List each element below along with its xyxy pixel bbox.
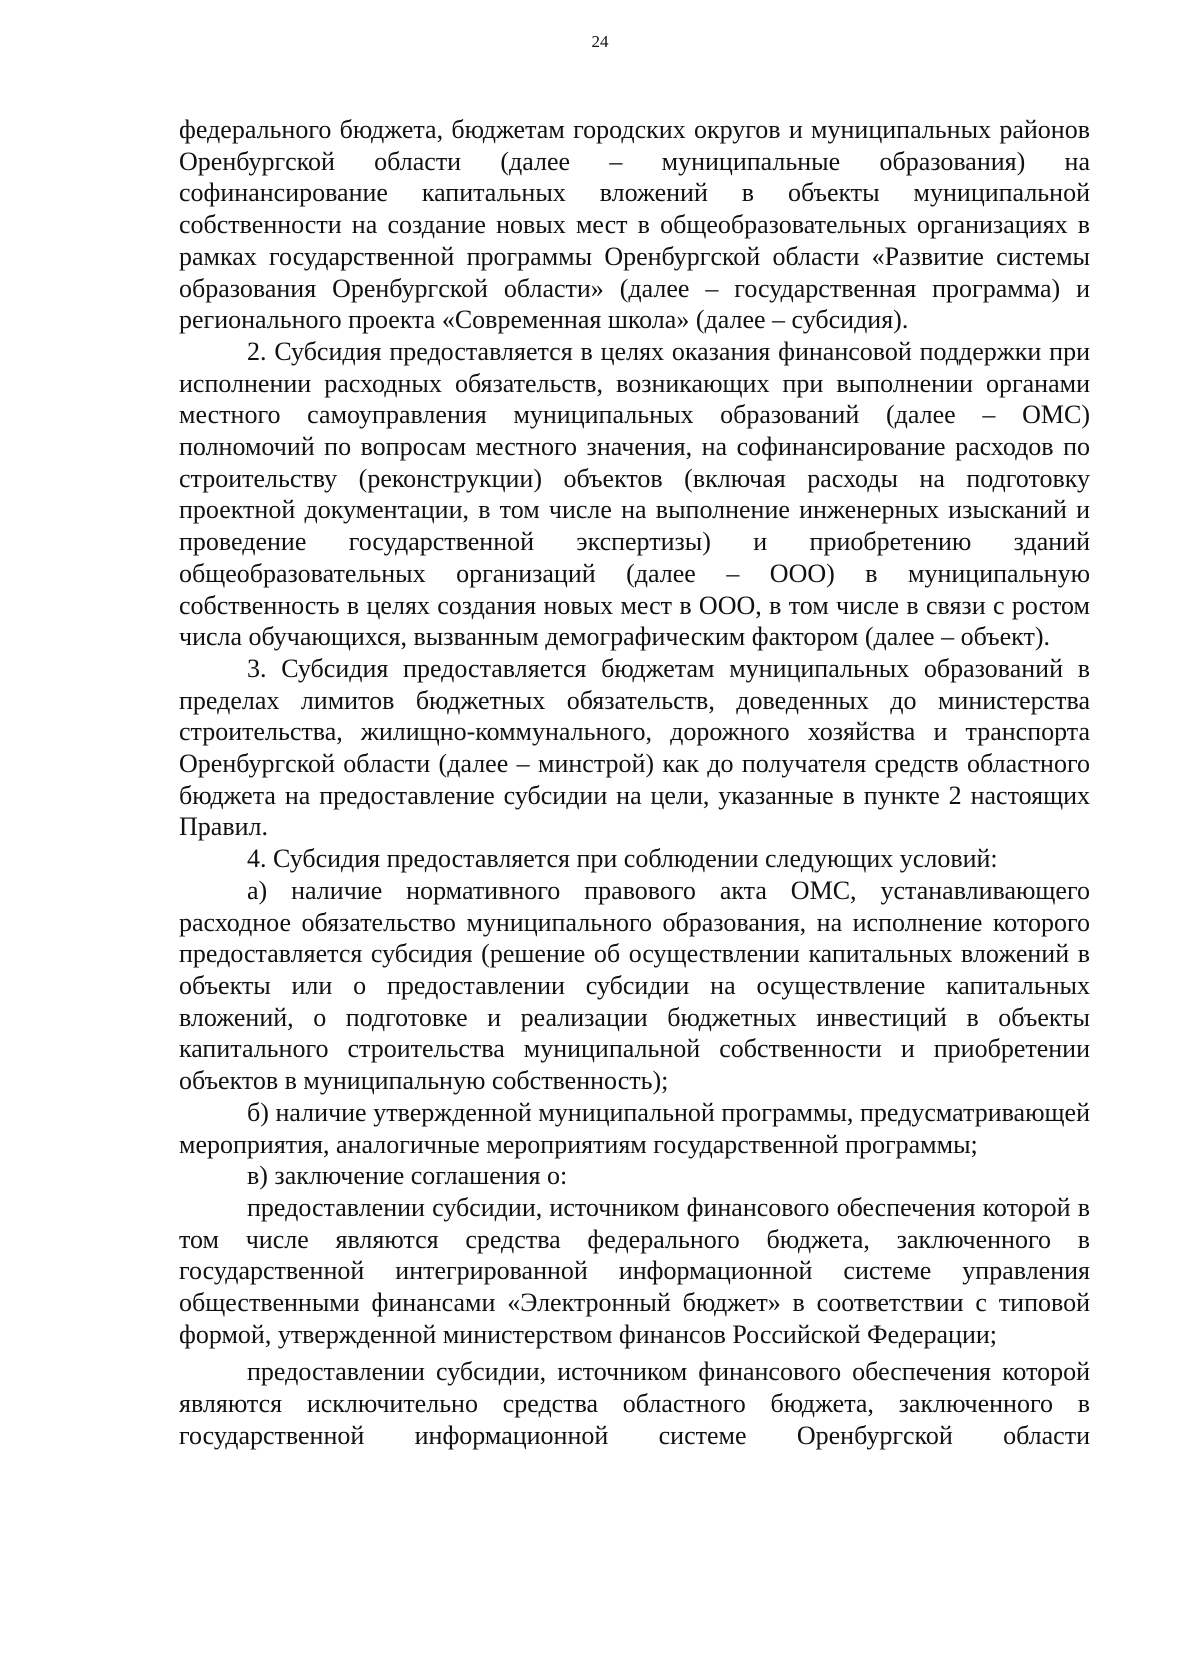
paragraph-4a: а) наличие нормативного правового акта ОМС, устанавливающего расходное обязательство муниципального образования, на исполнение которого предоставляется субсидия (решение об осуществлении капитальных вложений в объекты или о предоставлении субсидии на осуществление капитальных вложений, о подготовке и реализации бюджетных инвестиций в объекты капитального строительства муниципальной собственности и приобретении объектов в муниципальную собственность); <box>179 875 1090 1096</box>
paragraph-intro: федерального бюджета, бюджетам городских округов и муниципальных районов Оренбургской области (далее – муниципальные образования) на софинансирование капитальных вложений в объекты муниципальной собственности на создание новых мест в общеобразовательных организациях в рамках государственной программы Оренбургской области «Развитие системы образования Оренбургской области» (далее – государственная программа) и регионального проекта «Современная школа» (далее – субсидия). <box>179 115 1090 335</box>
document-body <box>179 114 1090 1452</box>
paragraph-3: 3. Субсидия предоставляется бюджетам муниципальных образований в пределах лимитов бюджетных обязательств, доведенных до министерства строительства, жилищно-коммунального, дорожного хозяйства и транспорта Оренбургской области (далее – минстрой) как до получателя средств областного бюджета на предоставление субсидии на цели, указанные в пункте 2 настоящих Правил. <box>179 653 1090 842</box>
page-number: 24 <box>591 32 609 51</box>
paragraph-4v-1: предоставлении субсидии, источником финансового обеспечения которой в том числе являются средства федерального бюджета, заключенного в государственной интегрированной информационной системе управления общественными финансами «Электронный бюджет» в соответствии с типовой формой, утвержденной министерством финансов Российской Федерации; <box>179 1192 1090 1349</box>
paragraph-4v-2: предоставлении субсидии, источником финансового обеспечения которой являются исключительно средства областного бюджета, заключенного в государственной информационной системе Оренбургской области <box>179 1357 1090 1450</box>
paragraph-4v: в) заключение соглашения о: <box>247 1161 568 1191</box>
paragraph-4b: б) наличие утвержденной муниципальной программы, предусматривающей мероприятия, аналогичные мероприятиям государственной программы; <box>179 1097 1090 1159</box>
paragraph-2: 2. Субсидия предоставляется в целях оказания финансовой поддержки при исполнении расходных обязательств, возникающих при выполнении органами местного самоуправления муниципальных образований (далее – ОМС) полномочий по вопросам местного значения, на софинансирование расходов по строительству (реконструкции) объектов (включая расходы на подготовку проектной документации, в том числе на выполнение инженерных изысканий и проведение государственной экспертизы) и приобретению зданий общеобразовательных организаций (далее – ООО) в муниципальную собственность в целях создания новых мест в ООО, в том числе в связи с ростом числа обучающихся, вызванным демографическим фактором (далее – объект). <box>179 336 1090 652</box>
paragraph-4: 4. Субсидия предоставляется при соблюдении следующих условий: <box>247 844 998 874</box>
